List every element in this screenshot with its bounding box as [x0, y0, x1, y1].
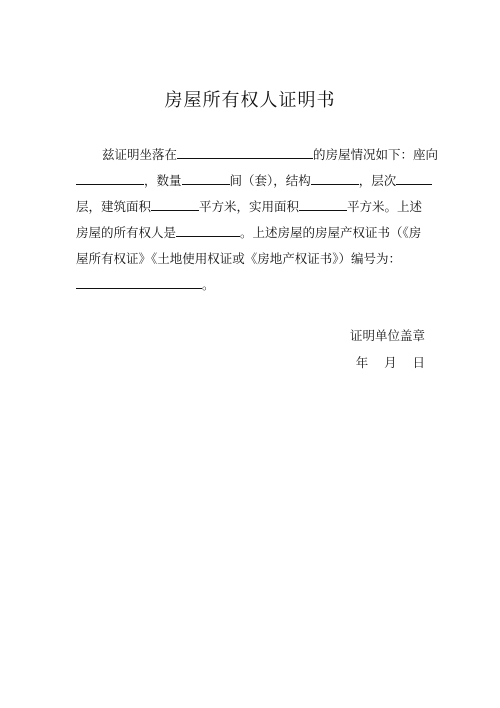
- certificate-number-blank: [76, 274, 202, 289]
- body-text-segment: ，数量: [144, 173, 182, 188]
- body-text-segment: 平方米。上述: [347, 199, 423, 214]
- body-line-1: [76, 142, 439, 168]
- structure-blank: [311, 170, 359, 185]
- body-text-segment: 房屋的所有权人是: [76, 225, 177, 240]
- body-text-segment: 。: [202, 277, 215, 292]
- body-text-segment: 平方米，实用面积: [199, 199, 300, 214]
- body-line-2: [76, 168, 428, 194]
- body-line-3: [76, 194, 428, 220]
- date-line: 年 月 日: [355, 355, 425, 370]
- body-line-5: [76, 246, 428, 272]
- issuer-stamp-label: 证明单位盖章: [349, 328, 425, 343]
- body-text-segment: 层，建筑面积: [76, 199, 152, 214]
- body-text-segment: 的房屋情况如下：座向: [313, 147, 439, 162]
- location-blank: [177, 144, 313, 159]
- owner-blank: [176, 222, 240, 237]
- building-area-blank: [151, 196, 199, 211]
- body-line-6: [76, 272, 428, 298]
- page-title: 房屋所有权人证明书: [164, 90, 336, 111]
- body-text-segment: 间（套），结构: [229, 173, 311, 188]
- certificate-body: [76, 142, 439, 298]
- body-text-segment: 兹证明坐落在: [102, 147, 178, 162]
- body-line-4: [76, 220, 428, 246]
- quantity-blank: [182, 170, 230, 185]
- body-text-segment: 。上述房屋的房屋产权证书（《房: [240, 225, 422, 240]
- floors-blank: [396, 170, 432, 185]
- usable-area-blank: [299, 196, 347, 211]
- body-text-segment: ，层次: [358, 173, 397, 188]
- body-text-segment: 屋所有权证》《土地使用权证或《房地产权证书》）编号为：: [76, 251, 402, 266]
- orientation-blank: [76, 170, 144, 185]
